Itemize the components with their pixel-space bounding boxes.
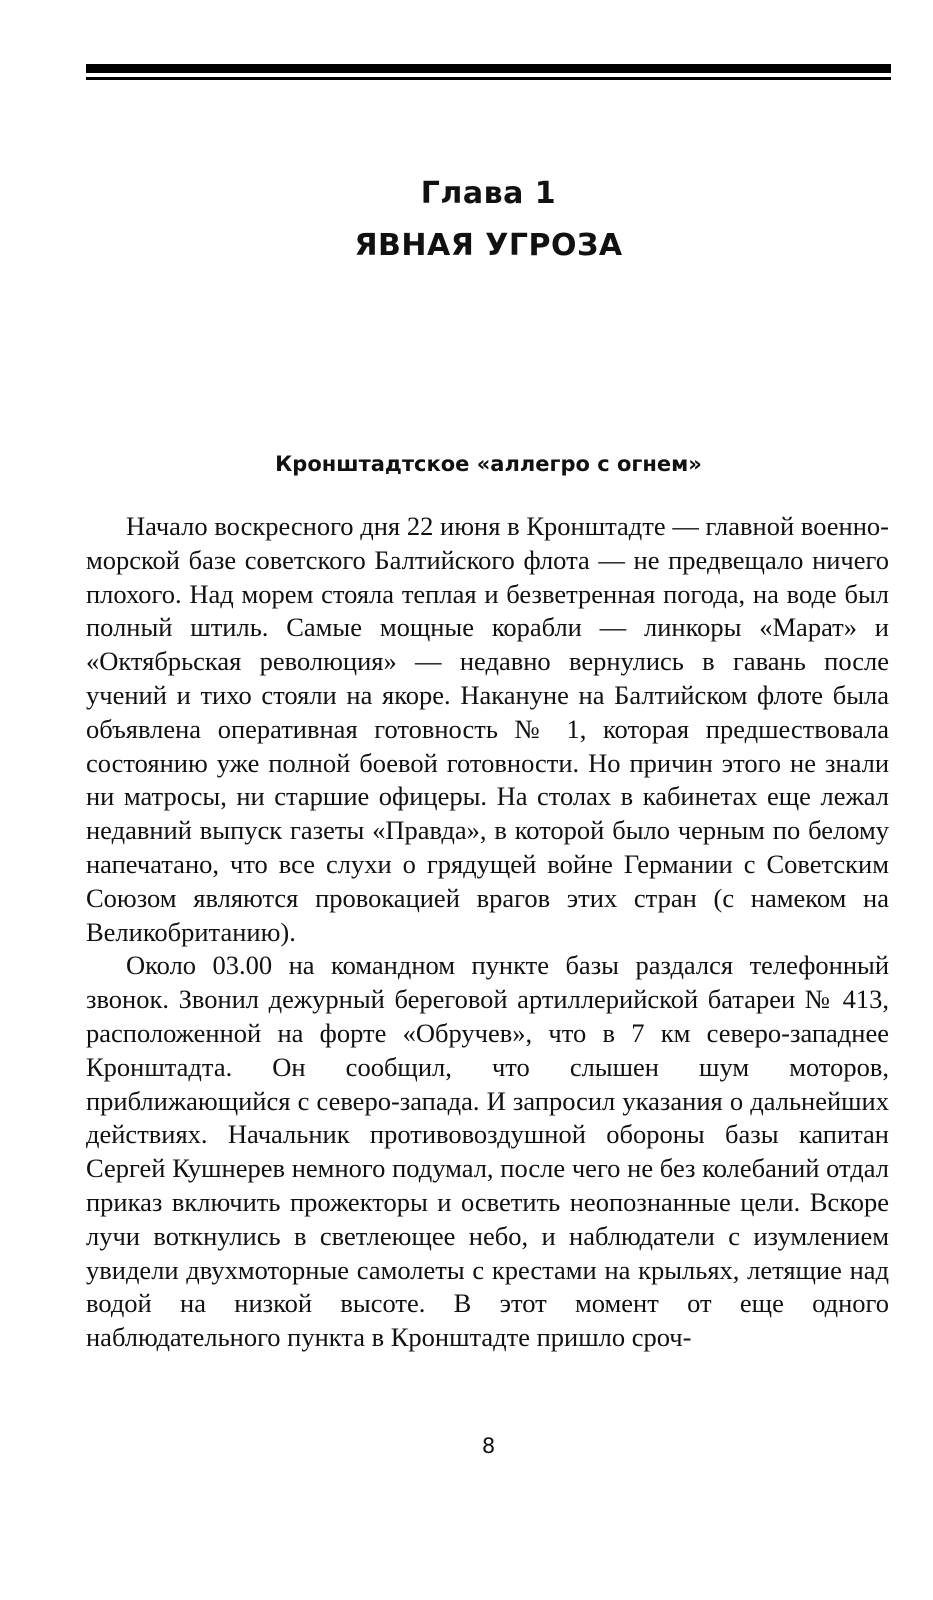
header-rule-thick [86, 64, 891, 73]
body-text [86, 510, 889, 1355]
chapter-number: Глава 1 [420, 176, 557, 211]
section-heading: Кронштадтское «аллегро с огнем» [275, 452, 702, 476]
page-number: 8 [481, 1434, 496, 1458]
header-rule-thin [86, 77, 891, 80]
paragraph: Начало воскресного дня 22 июня в Кронштадте — главной военно-морской базе советского Балтийского флота — не предвещало ничего плохого. Над морем стояла теплая и безветренная погода, на воде был полный штиль. Самые мощные корабли — линкоры «Марат» и «Октябрьская революция» — недавно вернулись в гавань после учений и тихо стояли на якоре. Накануне на Балтийском флоте была объявлена оперативная готовность № 1, которая предшествовала состоянию уже полной боевой готовности. Но причин этого не знали ни матросы, ни старшие офицеры. На столах в кабинетах еще лежал недавний выпуск газеты «Правда», в которой было черным по белому напечатано, что все слухи о грядущей войне Германии с Советским Союзом являются провокацией врагов этих стран (с намеком на Великобританию). [86, 511, 889, 947]
paragraph: Около 03.00 на командном пункте базы раздался телефонный звонок. Звонил дежурный береговой артиллерийской батареи № 413, расположенной на форте «Обручев», что в 7 км северо-западнее Кронштадта. Он сообщил, что слышен шум моторов, приближающийся с северо-запада. И запросил указания о дальнейших действиях. Начальник противовоздушной обороны базы капитан Сергей Кушнерев немного подумал, после чего не без колебаний отдал приказ включить прожекторы и осветить неопознанные цели. Вскоре лучи воткнулись в светлеющее небо, и наблюдатели с изумлением увидели двухмоторные самолеты с крестами на крыльях, летящие над водой на низкой высоте. В этот момент от еще одного наблюдательного пункта в Кронштадте пришло сроч- [86, 950, 889, 1353]
chapter-title: ЯВНАЯ УГРОЗА [354, 228, 623, 263]
